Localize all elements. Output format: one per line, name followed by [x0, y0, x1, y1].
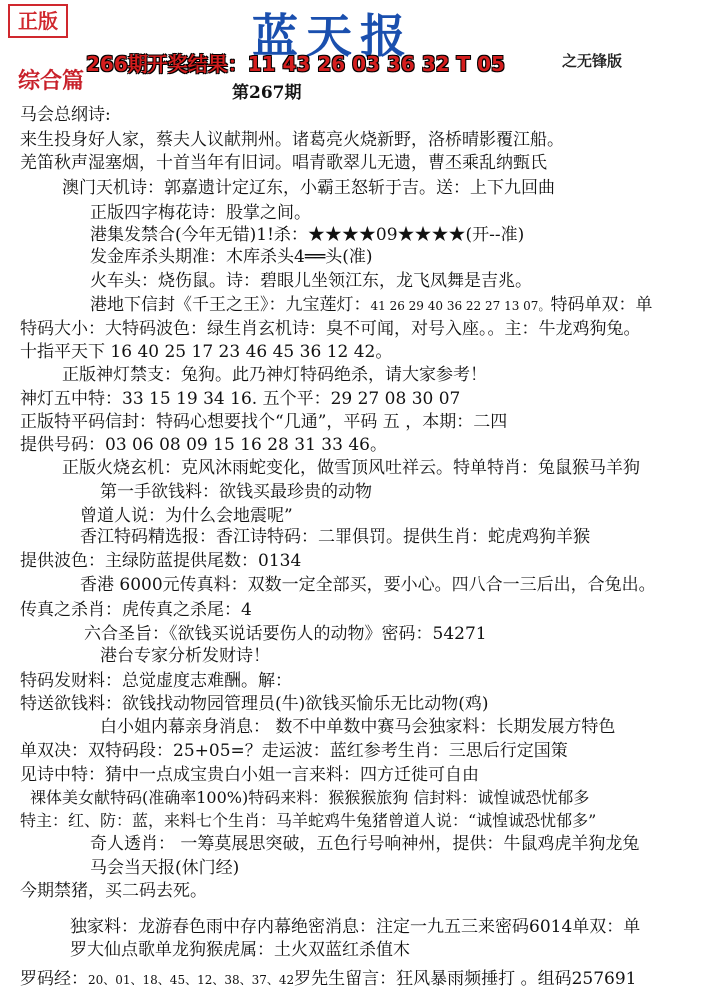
line-28: 见诗中特：猜中一点成宝贵白小姐一言来料：四方迁徙可自由	[20, 765, 479, 785]
line-11: 正版神灯禁支：兔狗。此乃神灯特码绝杀，请大家参考！	[62, 365, 487, 385]
line-34: 独家料：龙游春色雨中存内幕绝密消息：注定一九五三来密码6014单双：单	[70, 917, 641, 937]
line-5: 港集发禁合(今年无错)1!杀：★★★★09★★★★(开--准)	[90, 225, 525, 245]
line-16: 第一手欲钱料：欲钱买最珍贵的动物	[100, 482, 372, 502]
line-1: 来生投身好人家，蔡夫人议献荆州。诸葛亮火烧新野，洛桥晴影覆江船。	[20, 130, 564, 150]
line-21: 传真之杀肖：虎传真之杀尾：4	[20, 600, 252, 620]
line-8-label: 港地下信封《千王之王》：九宝莲灯：	[90, 295, 371, 315]
line-3: 澳门天机诗：郭嘉遗计定辽东，小霸王怒斩于吉。送：上下九回曲	[62, 178, 555, 198]
line-13: 正版特平码信封：特码心想要找个“几通”，平码 五 ，本期：二四	[20, 412, 508, 432]
line-10: 十指平天下 16 40 25 17 23 46 45 36 12 42。	[20, 342, 393, 362]
issue-number: 第267期	[232, 83, 302, 103]
line-20: 香港 6000元传真料：双数一定全部买，要小心。四八合一三后出，合兔出。	[80, 575, 656, 595]
edition-stamp: 正版	[8, 4, 68, 38]
newspaper-title: 蓝天报	[252, 9, 414, 63]
line-12: 神灯五中特：33 15 19 34 16. 五个平：29 27 08 30 07	[20, 389, 461, 409]
line-32: 马会当天报(休门经)	[90, 858, 240, 878]
line-27: 单双决：双特码段：25+05=？走运波：蓝红参考生肖：三思后行定国策	[20, 741, 568, 761]
line-8-tail: 特码单双：单	[550, 295, 653, 315]
line-2: 羌笛秋声湿塞烟，十首当年有旧词。唱青歌翠儿无遗，曹丕乘乱纳甄氏	[20, 153, 547, 173]
line-15: 正版火烧玄机：克风沐雨蛇变化，做雪顶风吐祥云。特单特肖：兔鼠猴马羊狗	[62, 458, 640, 478]
line-31: 奇人透肖： 一筹莫展思突破，五色行号响神州，提供：牛鼠鸡虎羊狗龙兔	[90, 834, 640, 854]
draw-results: 266期开奖结果：11 43 26 03 36 32 T 05	[86, 52, 505, 76]
edition-label: 之无锋版	[562, 52, 623, 70]
line-4: 正版四字梅花诗：股掌之间。	[90, 203, 311, 223]
line-19: 提供波色：主绿防蓝提供尾数：0134	[20, 551, 302, 571]
line-36-numbers: 20、01、18、45、12、38、37、42	[88, 973, 295, 987]
line-26: 白小姐内幕亲身消息： 数不中单数中赛马会独家料：长期发展方特色	[100, 717, 616, 737]
line-35: 罗大仙点歌单龙狗猴虎属：土火双蓝红杀值木	[70, 940, 410, 960]
line-0: 马会总纲诗:	[20, 105, 111, 125]
line-36-tail: 罗先生留言：狂风暴雨频捶打 。组码257691	[294, 969, 637, 989]
line-6: 发金库杀头期准：木库杀头4══头(准)	[90, 247, 373, 267]
line-18: 香江特码精选报：香江诗特码：二罪俱罚。提供生肖：蛇虎鸡狗羊猴	[80, 527, 590, 547]
section-title: 综合篇	[18, 69, 85, 94]
line-30: 特主：红、防：蓝，来料七个生肖：马羊蛇鸡牛兔猪曾道人说：“诚惶诚恐忧郁多”	[20, 811, 597, 830]
line-9: 特码大小：大特码波色：绿生肖玄机诗：臭不可闻，对号入座。。主：牛龙鸡狗兔。	[20, 319, 641, 339]
line-33: 今期禁猪，买二码去死。	[20, 881, 207, 901]
line-8	[90, 294, 652, 317]
line-24: 特码发财料：总觉虚度志难酬。解：	[20, 671, 292, 691]
line-17: 曾道人说：为什么会地震呢”	[80, 506, 293, 526]
line-8-numbers: 41 26 29 40 36 22 27 13 07。	[370, 299, 551, 313]
line-23: 港台专家分析发财诗！	[100, 646, 270, 666]
line-36-label: 罗码经：	[20, 969, 88, 989]
line-14: 提供号码：03 06 08 09 15 16 28 31 33 46。	[20, 435, 387, 455]
line-29: 裸体美女献特码(准确率100%)特码来料：猴猴猴旅狗 信封料：诚惶诚恐忧郁多	[30, 788, 590, 807]
line-36	[20, 968, 636, 991]
line-25: 特送欲钱料：欲钱找动物园管理员(牛)欲钱买愉乐无比动物(鸡)	[20, 694, 489, 714]
line-22: 六合圣旨：《欲钱买说话要伤人的动物》密码：54271	[84, 624, 487, 644]
line-7: 火车头：烧伤鼠。诗：碧眼儿坐领江东，龙飞凤舞是吉兆。	[90, 271, 532, 291]
